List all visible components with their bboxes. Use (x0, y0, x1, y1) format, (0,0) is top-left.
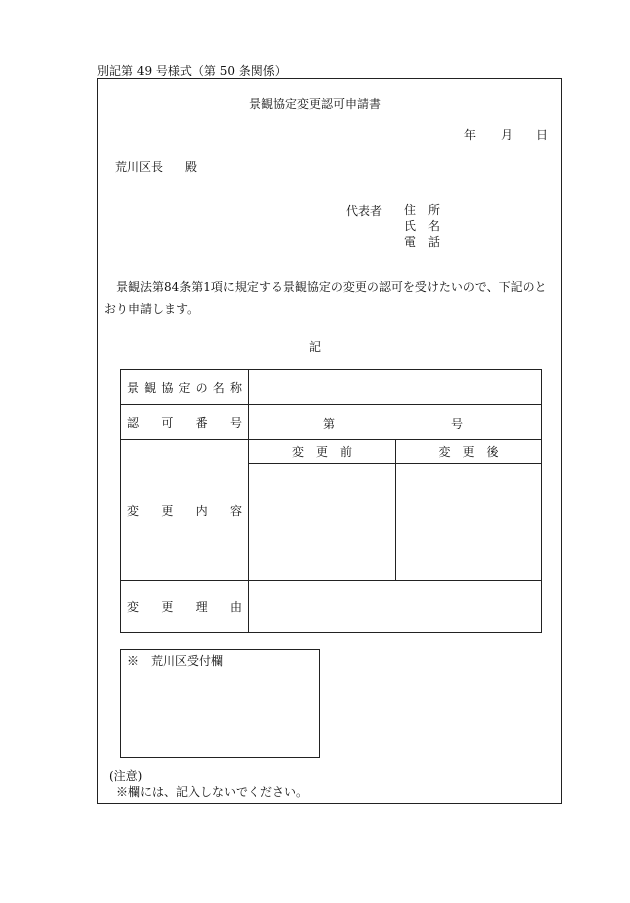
change-reason-field[interactable] (249, 581, 542, 633)
document-title: 景観協定変更認可申請書 (248, 97, 381, 111)
approval-number-field[interactable] (249, 405, 542, 440)
application-statement: 景観法第84条第1項に規定する景観協定の変更の認可を受けたいので、下記のとおり申請します。 (104, 280, 547, 316)
name-label: 氏 名 (404, 219, 441, 233)
agreement-name-label-char: 景 (127, 380, 140, 395)
address-label: 住 所 (404, 203, 441, 217)
change-reason-label-char: 更 (161, 600, 174, 614)
approval-number-label-char: 可 (161, 415, 174, 430)
change-content-label (121, 440, 249, 581)
before-field[interactable] (249, 464, 396, 581)
reception-box (120, 649, 320, 758)
date-month: 月 (501, 128, 514, 142)
agreement-name-label-char: 協 (161, 380, 174, 395)
change-content-label-char: 内 (195, 503, 208, 518)
addressee (115, 158, 197, 175)
approval-number-label-char: 号 (229, 415, 242, 430)
change-reason-label-char: 理 (195, 600, 208, 614)
agreement-name-label-char: の (195, 380, 208, 395)
before-header: 変 更 前 (249, 440, 396, 464)
addressee-honorific: 殿 (185, 160, 198, 174)
agreement-name-label (121, 370, 249, 405)
change-content-label-char: 更 (161, 503, 174, 518)
change-reason-label-char: 変 (127, 600, 140, 614)
approval-number-label (121, 405, 249, 440)
change-reason-label-char: 由 (229, 600, 242, 614)
phone-label: 電 話 (404, 235, 441, 249)
approval-number-label-char: 番 (195, 415, 208, 430)
agreement-name-label-char: 称 (229, 380, 242, 395)
number-prefix: 第 (323, 417, 336, 431)
agreement-name-label-char: 名 (212, 380, 225, 395)
form-id: 別記第 49 号様式（第 50 条関係） (97, 64, 287, 78)
applicant-fields (404, 202, 440, 250)
agreement-name-label-char: 定 (178, 380, 191, 395)
change-content-label-char: 容 (229, 503, 242, 518)
change-reason-label (121, 581, 249, 633)
date-year: 年 (464, 128, 477, 142)
number-suffix: 号 (451, 417, 464, 431)
ki-heading: 記 (308, 340, 321, 354)
notes-heading: (注意) (109, 769, 143, 783)
agreement-name-label-char: 観 (144, 380, 157, 395)
reception-caption: ※ 荒川区受付欄 (127, 654, 224, 668)
after-header: 変 更 後 (396, 440, 542, 464)
application-table (120, 369, 542, 633)
agreement-name-field[interactable] (249, 370, 542, 405)
change-content-label-char: 変 (127, 503, 140, 518)
date-day: 日 (536, 128, 549, 142)
approval-number-label-char: 認 (127, 415, 140, 430)
after-field[interactable] (396, 464, 542, 581)
notes-line: ※欄には、記入しないでください。 (116, 785, 309, 799)
representative-label: 代表者 (346, 204, 383, 218)
addressee-name: 荒川区長 (115, 160, 164, 174)
